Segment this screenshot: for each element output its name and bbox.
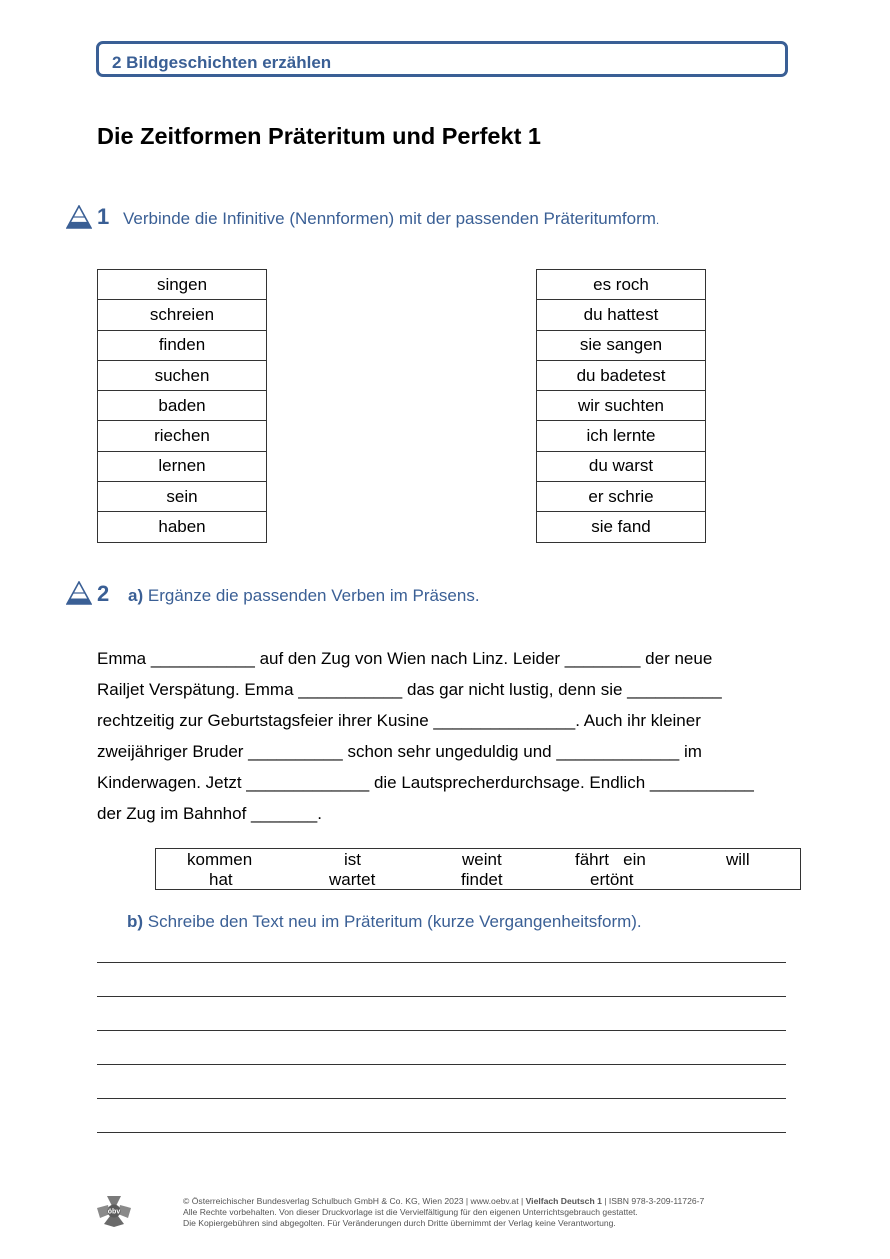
preterite-cell[interactable]: ich lernte: [537, 421, 706, 451]
infinitive-row: [98, 482, 267, 512]
exercise-2b-label: b): [127, 912, 144, 931]
preterite-row: [537, 391, 706, 421]
word-bank-item: weint: [462, 850, 502, 869]
exercise-1-number: 1: [97, 204, 110, 229]
word-bank-item: ist: [344, 850, 361, 869]
exercise-1-instruction: [123, 209, 659, 229]
infinitive-cell[interactable]: sein: [98, 482, 267, 512]
infinitive-cell[interactable]: suchen: [98, 360, 267, 390]
preterite-row: [537, 421, 706, 451]
word-bank-item: ertönt: [590, 870, 634, 889]
preterite-cell[interactable]: sie fand: [537, 512, 706, 542]
preterite-row: [537, 512, 706, 542]
infinitive-row: [98, 421, 267, 451]
exercise-2b-text: Schreibe den Text neu im Präteritum (kurze Vergangenheitsform).: [147, 912, 642, 931]
difficulty-triangle-icon: [66, 581, 92, 605]
chapter-header: [96, 41, 788, 77]
infinitive-cell[interactable]: baden: [98, 391, 267, 421]
gap-fill-line: Kinderwagen. Jetzt _____________ die Lautsprecherdurchsage. Endlich ___________: [97, 773, 754, 792]
word-bank-item: fährt ein: [575, 850, 646, 869]
writing-line[interactable]: [97, 996, 786, 997]
word-bank-item: findet: [461, 870, 503, 889]
gap-fill-line: Railjet Verspätung. Emma ___________ das gar nicht lustig, denn sie __________: [97, 680, 722, 699]
exercise-2-number: 2: [97, 581, 110, 606]
word-bank-item: kommen: [187, 850, 253, 869]
preterite-row: [537, 300, 706, 330]
publisher-logo-icon: [96, 1194, 132, 1228]
writing-line[interactable]: [97, 1098, 786, 1099]
preterite-table: [536, 269, 706, 543]
word-bank-item: wartet: [329, 870, 376, 889]
preterite-cell[interactable]: wir suchten: [537, 391, 706, 421]
infinitive-row: [98, 451, 267, 481]
preterite-cell[interactable]: du badetest: [537, 360, 706, 390]
preterite-row: [537, 482, 706, 512]
preterite-cell[interactable]: du hattest: [537, 300, 706, 330]
preterite-row: [537, 330, 706, 360]
gap-fill-line: der Zug im Bahnhof _______.: [97, 804, 322, 823]
infinitive-row: [98, 360, 267, 390]
footer: [183, 1196, 704, 1229]
footer-isbn: | ISBN 978-3-209-11726-7: [601, 1196, 705, 1206]
infinitive-cell[interactable]: schreien: [98, 300, 267, 330]
exercise-2a-label: a): [128, 586, 144, 605]
infinitive-row: [98, 391, 267, 421]
footer-book-title: Vielfach Deutsch 1: [525, 1196, 602, 1206]
preterite-row: [537, 270, 706, 300]
infinitive-cell[interactable]: haben: [98, 512, 267, 542]
preterite-cell[interactable]: du warst: [537, 451, 706, 481]
infinitive-row: [98, 330, 267, 360]
infinitive-cell[interactable]: singen: [98, 270, 267, 300]
gap-fill-text: [97, 643, 797, 829]
preterite-cell[interactable]: sie sangen: [537, 330, 706, 360]
writing-line[interactable]: [97, 1030, 786, 1031]
word-bank-item: will: [726, 850, 750, 869]
preterite-cell[interactable]: er schrie: [537, 482, 706, 512]
exercise-1-instruction-text: Verbinde die Infinitive (Nennformen) mit der passenden Präteritumform: [123, 209, 656, 228]
gap-fill-line: Emma ___________ auf den Zug von Wien nach Linz. Leider ________ der neue: [97, 649, 713, 668]
writing-line[interactable]: [97, 1064, 786, 1065]
exercise-2a-text: Ergänze die passenden Verben im Präsens.: [147, 586, 480, 605]
infinitive-row: [98, 512, 267, 542]
writing-line[interactable]: [97, 962, 786, 963]
infinitive-table: [97, 269, 267, 543]
preterite-row: [537, 451, 706, 481]
infinitive-cell[interactable]: riechen: [98, 421, 267, 451]
exercise-2b-instruction: [127, 912, 642, 932]
exercise-2a-instruction: [128, 586, 480, 606]
footer-line-3: Die Kopiergebühren sind abgegolten. Für Veränderungen durch Dritte übernimmt der Verlag keine Verantwortung.: [183, 1218, 616, 1228]
footer-line-2: Alle Rechte vorbehalten. Von dieser Druckvorlage ist die Vervielfältigung für den eigenen Unterrichtsgebrauch gestattet.: [183, 1207, 638, 1217]
difficulty-triangle-icon: [66, 205, 92, 229]
word-bank-item: hat: [209, 870, 233, 889]
page-title: Die Zeitformen Präteritum und Perfekt 1: [97, 123, 541, 149]
writing-line[interactable]: [97, 1132, 786, 1133]
word-bank: [155, 848, 801, 890]
exercise-1-period: .: [655, 213, 660, 227]
footer-line-1: [183, 1196, 704, 1207]
preterite-cell[interactable]: es roch: [537, 270, 706, 300]
gap-fill-line: rechtzeitig zur Geburtstagsfeier ihrer Kusine _______________. Auch ihr kleiner: [97, 711, 701, 730]
preterite-row: [537, 360, 706, 390]
infinitive-row: [98, 270, 267, 300]
infinitive-row: [98, 300, 267, 330]
infinitive-cell[interactable]: lernen: [98, 451, 267, 481]
infinitive-cell[interactable]: finden: [98, 330, 267, 360]
gap-fill-line: zweijähriger Bruder __________ schon sehr ungeduldig und _____________ im: [97, 742, 702, 761]
logo-text: öbv: [107, 1208, 121, 1216]
footer-copyright: © Österreichischer Bundesverlag Schulbuch GmbH & Co. KG, Wien 2023 | www.oebv.at |: [183, 1196, 526, 1206]
chapter-label: 2 Bildgeschichten erzählen: [112, 53, 332, 72]
